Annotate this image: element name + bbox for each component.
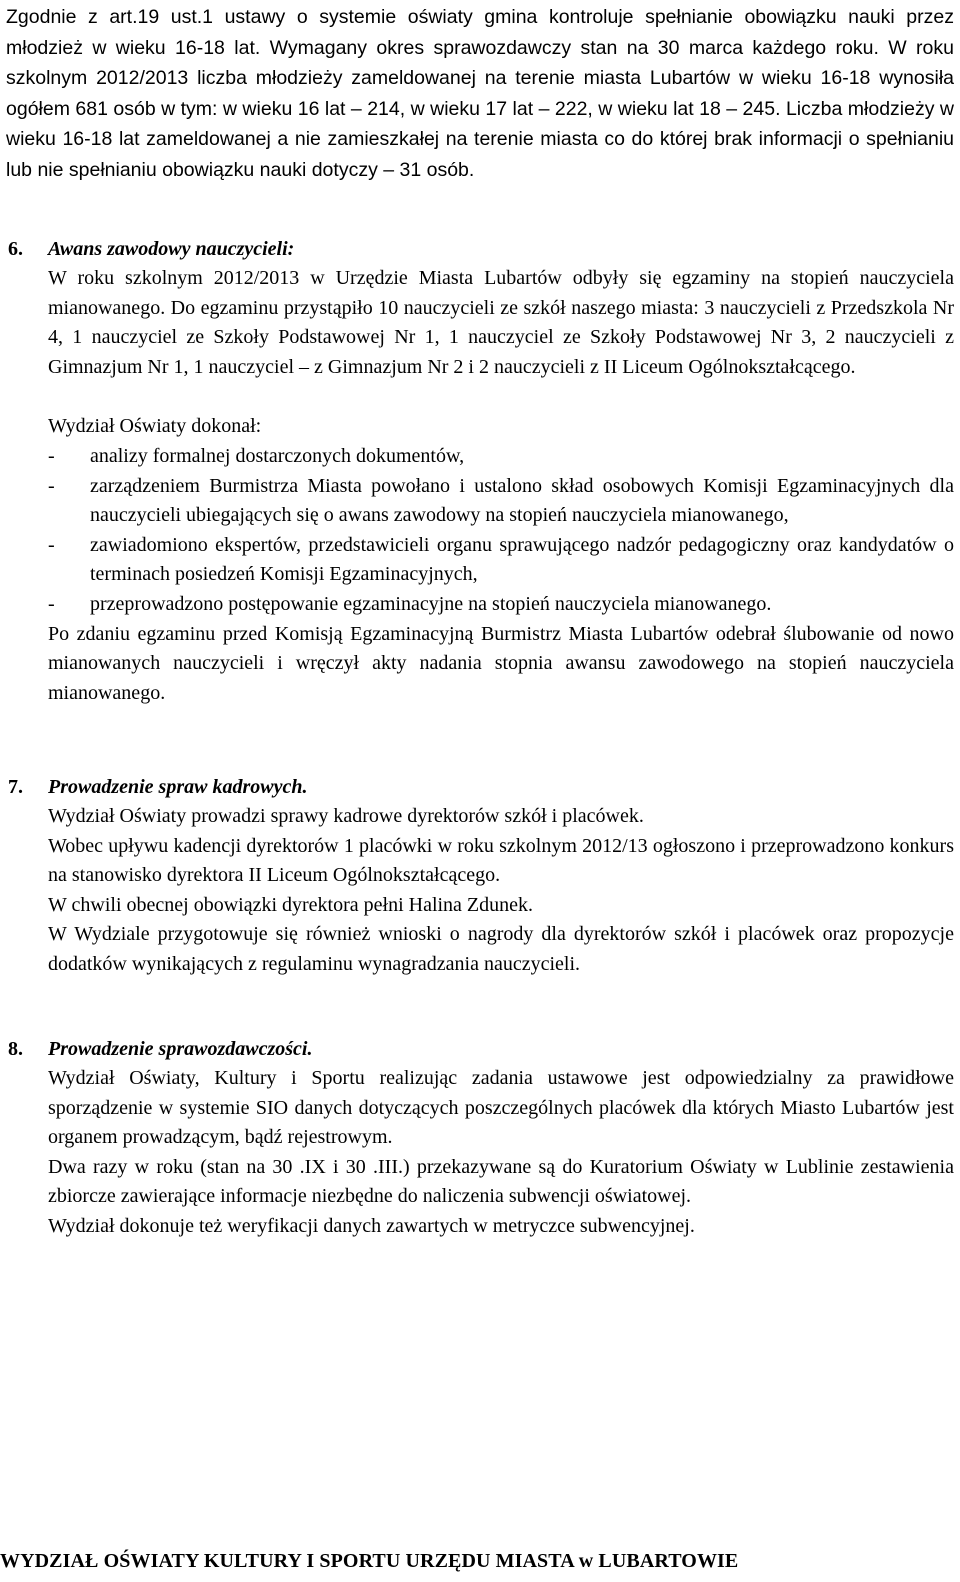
section-6-body <box>48 264 954 708</box>
section-6-number: 6. <box>8 238 23 260</box>
section-6-list-intro: Wydział Oświaty dokonał: <box>48 415 262 438</box>
section-7-paragraph-3: W chwili obecnej obowiązki dyrektora pełni Halina Zdunek. <box>48 893 534 916</box>
list-marker: - <box>48 592 55 615</box>
section-7-number: 7. <box>8 776 23 798</box>
section-8 <box>8 1034 954 1242</box>
list-item-text: przeprowadzono postępowanie egzaminacyjne na stopień nauczyciela mianowanego. <box>90 592 772 615</box>
section-7-paragraph-2: Wobec upływu kadencji dyrektorów 1 placówki w roku szkolnym 2012/13 ogłoszono i przeprowadzono konkurs na stanowisko dyrektora II Liceum Ogólnokształcącego. <box>48 834 954 887</box>
page-footer: WYDZIAŁ OŚWIATY KULTURY I SPORTU URZĘDU MIASTA w LUBARTOWIE <box>0 1550 739 1572</box>
list-item-text: zawiadomiono ekspertów, przedstawicieli organu sprawującego nadzór pedagogiczny oraz kandydatów o terminach posiedzeń Komisji Egzaminacyjnych, <box>90 533 954 586</box>
section-8-body <box>48 1064 954 1242</box>
section-8-paragraph-2: Dwa razy w roku (stan na 30 .IX i 30 .III.) przekazywane są do Kuratorium Oświaty w Lublinie zestawienia zbiorcze zawierające informacje niezbędne do naliczenia subwencji oświatowej. <box>48 1155 954 1208</box>
section-7-paragraph-4: W Wydziale przygotowuje się również wnioski o nagrody dla dyrektorów szkół i placówek oraz propozycje dodatków wynikających z regulaminu wynagradzania nauczycieli. <box>48 923 954 975</box>
section-8-paragraph-1: Wydział Oświaty, Kultury i Sportu realizując zadania ustawowe jest odpowiedzialny za prawidłowe sporządzenie w systemie SIO danych dotyczących poszczególnych placówek dla których Miasto Lubartów jest organem prowadzącym, bądź rejestrowym. <box>48 1067 954 1149</box>
section-7 <box>8 772 954 980</box>
list-item <box>48 590 954 620</box>
section-7-body <box>48 802 954 980</box>
section-6-heading <box>8 234 954 264</box>
section-6-paragraph-1: W roku szkolnym 2012/2013 w Urzędzie Miasta Lubartów odbyły się egzaminy na stopień nauczyciela mianowanego. Do egzaminu przystąpiło 10 nauczycieli ze szkół naszego miasta: 3 nauczycieli z Przedszkola Nr 4, 1 nauczyciel ze Szkoły Podstawowej Nr 1, 1 nauczyciel ze Szkoły Podstawowej Nr 3, 2 nauczycieli z Gimnazjum Nr 1, 1 nauczyciel – z Gimnazjum Nr 2 i 2 nauczycieli z II Liceum Ogólnokształcącego. <box>48 267 954 378</box>
section-8-title: Prowadzenie sprawozdawczości. <box>48 1038 313 1060</box>
spacer <box>48 382 954 412</box>
list-item-text: analizy formalnej dostarczonych dokumentów, <box>90 444 465 467</box>
section-6-list <box>48 442 954 620</box>
section-8-number: 8. <box>8 1038 23 1060</box>
section-8-heading <box>8 1034 954 1064</box>
section-7-title: Prowadzenie spraw kadrowych. <box>48 776 308 798</box>
list-marker: - <box>48 533 55 556</box>
section-6-paragraph-2: Po zdaniu egzaminu przed Komisją Egzaminacyjną Burmistrz Miasta Lubartów odebrał ślubowanie od nowo mianowanych nauczycieli i wręczył akty nadania stopnia awansu zawodowego na stopień nauczyciela mianowanego. <box>48 622 954 704</box>
section-7-heading <box>8 772 954 802</box>
list-item <box>48 472 954 531</box>
list-item <box>48 442 954 472</box>
section-6-title: Awans zawodowy nauczycieli: <box>48 238 295 260</box>
list-marker: - <box>48 444 55 467</box>
list-item-text: zarządzeniem Burmistrza Miasta powołano i ustalono skład osobowych Komisji Egzaminacyjnych dla nauczycieli ubiegających się o awans zawodowy na stopień nauczyciela mianowanego, <box>90 474 954 527</box>
list-item <box>48 531 954 590</box>
section-8-paragraph-3: Wydział dokonuje też weryfikacji danych zawartych w metryczce subwencyjnej. <box>48 1214 695 1237</box>
section-7-paragraph-1: Wydział Oświaty prowadzi sprawy kadrowe dyrektorów szkół i placówek. <box>48 805 644 827</box>
list-marker: - <box>48 474 55 497</box>
intro-paragraph: Zgodnie z art.19 ust.1 ustawy o systemie oświaty gmina kontroluje spełnianie obowiązku nauki przez młodzież w wieku 16-18 lat. Wymagany okres sprawozdawczy stan na 30 marca każdego roku. W roku szkolnym 2012/2013 liczba młodzieży zameldowanej na terenie miasta Lubartów w wieku 16-18 wynosiła ogółem 681 osób w tym: w wieku 16 lat – 214, w wieku 17 lat – 222, w wieku lat 18 – 245. Liczba młodzieży w wieku 16-18 lat zameldowanej a nie zamieszkałej na terenie miasta co do której brak informacji o spełnianiu lub nie spełnianiu obowiązku nauki dotyczy – 31 osób. <box>6 6 954 181</box>
section-6 <box>8 234 954 708</box>
